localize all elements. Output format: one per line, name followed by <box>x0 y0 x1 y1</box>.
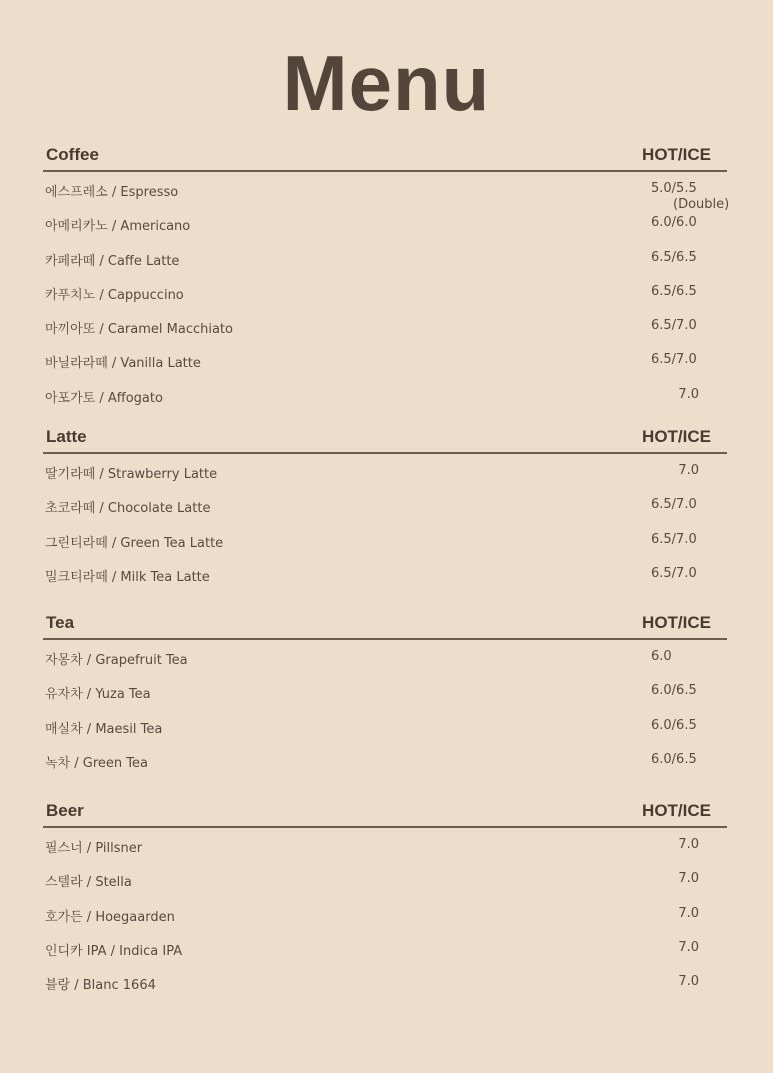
item-price: 6.0/6.5 <box>651 683 697 699</box>
item-price: 6.5/7.0 <box>651 318 697 334</box>
section-coffee <box>43 142 730 412</box>
item-price: 6.5/7.0 <box>651 565 697 581</box>
menu-item <box>43 275 727 309</box>
item-price: 6.5/6.5 <box>651 283 697 299</box>
menu-item <box>43 454 727 488</box>
item-name: 카푸치노 / Cappuccino <box>45 287 184 303</box>
section-column-header: HOT/ICE <box>642 145 711 164</box>
item-price: 6.0/6.5 <box>651 751 697 767</box>
menu-item <box>43 640 727 674</box>
item-name: 에스프레소 / Espresso <box>45 185 179 200</box>
menu-item <box>43 343 727 377</box>
item-name: 인디카 IPA / Indica IPA <box>45 943 183 959</box>
item-price: 7.0 <box>678 837 699 852</box>
section-latte <box>43 424 727 591</box>
item-price: 6.5/6.5 <box>651 249 697 265</box>
section-header <box>43 798 727 828</box>
menu-item <box>43 743 727 777</box>
section-header <box>43 610 727 640</box>
menu-title: Menu <box>282 39 491 127</box>
item-name: 유자차 / Yuza Tea <box>45 687 151 703</box>
item-price: 7.0 <box>678 939 699 955</box>
item-price: 6.5/7.0 <box>651 531 697 547</box>
menu-item <box>43 309 727 343</box>
section-tea <box>43 610 727 777</box>
item-price: 7.0 <box>678 905 699 921</box>
section-column-header: HOT/ICE <box>642 801 711 820</box>
item-name: 그린티라떼 / Green Tea Latte <box>45 535 224 551</box>
menu-item <box>43 172 730 212</box>
menu-item <box>43 523 727 557</box>
menu-item <box>43 206 727 240</box>
menu-item <box>43 557 727 591</box>
item-price: 5.0/5.5 <box>651 181 697 196</box>
item-name: 딸기라떼 / Strawberry Latte <box>45 467 218 482</box>
menu-item <box>43 897 727 931</box>
item-name: 자몽차 / Grapefruit Tea <box>45 653 188 668</box>
item-name: 카페라떼 / Caffe Latte <box>45 253 180 269</box>
section-header <box>43 142 727 172</box>
menu-item <box>43 709 727 743</box>
menu-item <box>43 674 727 708</box>
menu-item <box>43 488 727 522</box>
item-name: 마끼아또 / Caramel Macchiato <box>45 322 233 338</box>
item-name: 호가든 / Hoegaarden <box>45 909 175 925</box>
item-name: 아포가토 / Affogato <box>45 390 163 406</box>
section-header <box>43 424 727 454</box>
item-name: 필스너 / Pillsner <box>45 841 143 856</box>
item-price: 6.0 <box>651 649 672 664</box>
menu-item <box>43 828 727 862</box>
section-name: Latte <box>46 427 87 446</box>
menu-item <box>43 862 727 896</box>
item-price: 7.0 <box>678 974 699 990</box>
item-name: 스텔라 / Stella <box>45 875 132 891</box>
section-name: Beer <box>46 801 84 820</box>
item-price: 7.0 <box>678 871 699 887</box>
item-price: 6.0/6.5 <box>651 717 697 733</box>
menu-item <box>43 378 727 412</box>
menu-item <box>43 965 727 999</box>
item-price: 7.0 <box>678 386 699 402</box>
item-name: 녹차 / Green Tea <box>45 755 148 771</box>
item-price: 7.0 <box>678 463 699 478</box>
menu-item <box>43 931 727 965</box>
item-price: 6.5/7.0 <box>651 497 697 513</box>
item-name: 아메리카노 / Americano <box>45 219 191 235</box>
item-name: 초코라떼 / Chocolate Latte <box>45 501 211 517</box>
section-column-header: HOT/ICE <box>642 427 711 446</box>
section-column-header: HOT/ICE <box>642 613 711 632</box>
section-beer <box>43 798 727 999</box>
item-name: 바닐라라떼 / Vanilla Latte <box>45 356 201 372</box>
item-price: 6.0/6.0 <box>651 215 697 231</box>
item-name: 블랑 / Blanc 1664 <box>45 978 156 994</box>
menu-item <box>43 241 727 275</box>
item-name: 매실차 / Maesil Tea <box>45 721 163 737</box>
item-price: 6.5/7.0 <box>651 352 697 368</box>
section-name: Coffee <box>46 145 99 164</box>
item-name: 밀크티라떼 / Milk Tea Latte <box>45 569 210 585</box>
section-name: Tea <box>46 613 75 632</box>
item-note: (Double) <box>673 197 730 212</box>
